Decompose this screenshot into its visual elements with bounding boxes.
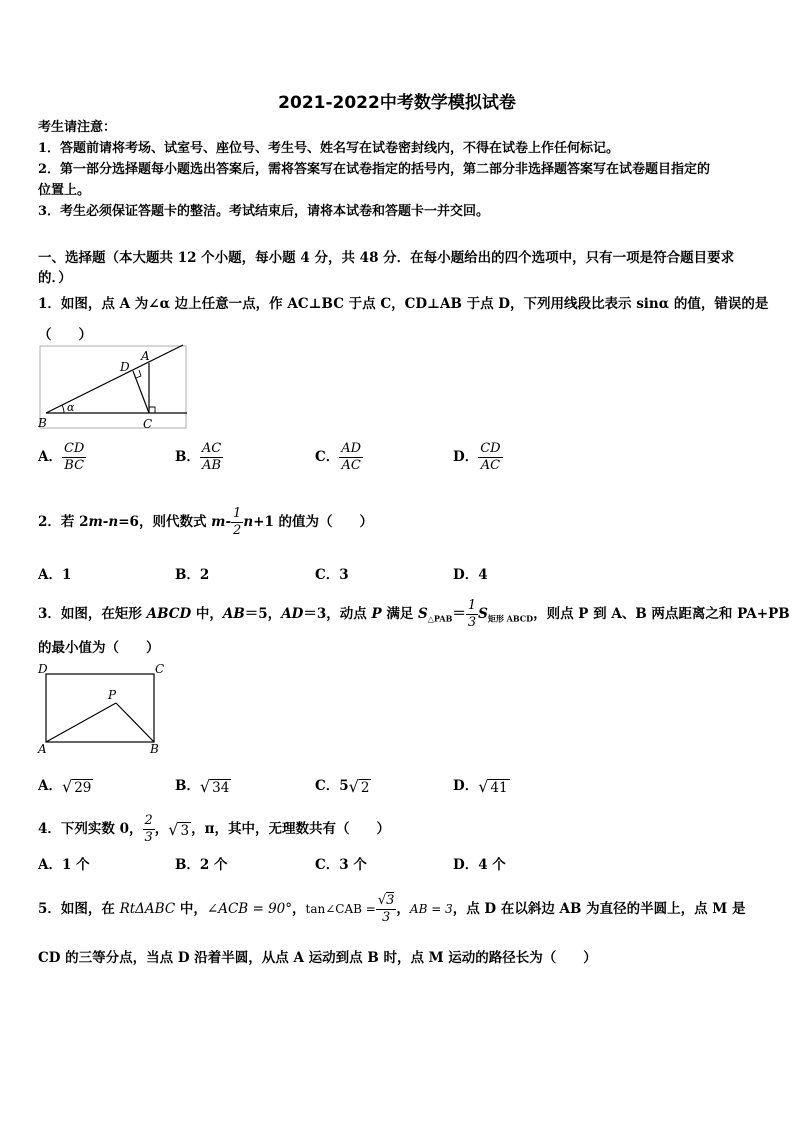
q1-option-c-letter: C．: [315, 449, 340, 465]
q5-post: ，点 D 在以斜边 AB 为直径的半圆上，点 M 是: [452, 901, 746, 917]
notice-item-3: 3．考生必须保证答题卡的整洁。考试结束后，请将本试卷和答题卡一并交回。: [38, 204, 490, 219]
q2-frac-den: 2: [233, 523, 242, 538]
q3-pre: 3．如图，在矩形: [38, 606, 147, 622]
q2-frac-num: 1: [233, 506, 242, 521]
q3-eq: ＝: [452, 606, 466, 622]
q3-option-d-sqrt: √ 41: [478, 777, 508, 796]
q1-stem: 1．如图，点 A 为∠α 边上任意一点，作 AC⊥BC 于点 C，CD⊥AB 于点 D，下列用线段比表示 sinα 的值，错误的是: [38, 296, 769, 312]
q3-fraction: [466, 598, 478, 631]
q1-label-c: C: [143, 417, 153, 431]
q2-mid: =6，则代数式: [118, 514, 212, 530]
q1-option-b-den: AB: [202, 458, 222, 473]
q1-option-a-fraction: [62, 441, 86, 474]
q3-option-d-radicand: 41: [490, 780, 508, 796]
q3-frac-num: 1: [467, 598, 477, 613]
q3-option-c-sqrt: √ 2: [348, 777, 370, 796]
q3-option-c-coef: 5: [339, 778, 349, 794]
q3-option-c[interactable]: [315, 774, 371, 796]
q3-post: ，则点 P 到 A、B 两点距离之和 PA+PB: [533, 606, 790, 622]
q1-option-d-den: AC: [480, 458, 501, 473]
q4-frac-num: 2: [144, 813, 153, 828]
q3-option-a-radicand: 29: [74, 780, 92, 796]
q2-minus1: -: [102, 514, 109, 530]
q1-figure: [36, 342, 190, 432]
q3-label-b: B: [150, 742, 159, 755]
q1-right-angle-c: [149, 407, 155, 413]
q1-figure-frame: [40, 346, 186, 428]
q4-option-d[interactable]: D．4 个: [453, 857, 506, 873]
q2-option-d[interactable]: D．4: [453, 567, 488, 583]
q3-option-c-radicand: 2: [360, 780, 370, 796]
q3-s2: S: [478, 606, 488, 622]
q1-line-cd: [133, 371, 149, 413]
page-title: 2021-2022中考数学模拟试卷: [278, 93, 516, 113]
q1-label-a: A: [141, 349, 150, 363]
q1-option-a-letter: A．: [38, 449, 62, 465]
q2-option-a[interactable]: A．1: [38, 567, 72, 583]
q5-frac-num: 3: [386, 893, 395, 908]
q3-option-c-letter: C．: [315, 778, 340, 794]
q1-option-d-num: CD: [480, 441, 501, 456]
q5-sep2: ，: [396, 901, 410, 917]
q3-option-b-letter: B．: [175, 778, 200, 794]
q3-s1: S: [418, 606, 428, 622]
q3-label-c: C: [155, 662, 165, 676]
q3-line-pb: [116, 703, 154, 742]
q3-option-a-letter: A．: [38, 778, 62, 794]
q3-figure: [36, 660, 166, 755]
notice-item-2-cont: 位置上。: [38, 183, 91, 198]
q3-stem-cont: 的最小值为（ ）: [38, 640, 160, 656]
notice-item-1: 1．答题前请将考场、试室号、座位号、考生号、姓名写在试卷密封线内，不得在试卷上作任何标记。: [38, 141, 620, 156]
q4-sqrt: √ 3: [168, 820, 190, 839]
q4-fraction: [143, 813, 155, 846]
q4-option-a[interactable]: A．1 个: [38, 857, 90, 873]
q1-option-a-num: CD: [63, 441, 85, 456]
q4-frac-den: 3: [144, 830, 153, 845]
q3-option-b-sqrt: √ 34: [199, 777, 230, 796]
q4-option-c[interactable]: C．3 个: [315, 857, 367, 873]
q1-option-b-fraction: [200, 441, 223, 474]
q4-post: ，π，其中，无理数共有（ ）: [191, 821, 390, 837]
q4-sep: ，: [154, 821, 169, 837]
q3-s1-sub: △PAB: [427, 613, 453, 624]
q5-tan: tan∠CAB =: [305, 902, 376, 916]
section-header-cont: 的．）: [38, 270, 72, 286]
q4-pre: 4．下列实数 0，: [38, 821, 143, 837]
q3-option-a[interactable]: [38, 774, 93, 796]
q2-stem: [38, 506, 373, 539]
q2-option-c[interactable]: C．3: [315, 567, 349, 583]
q5-rt-triangle: RtΔABC: [119, 901, 176, 917]
q5-stem: [38, 893, 745, 926]
notice-item-2: 2．第一部分选择题每小题选出答案后，需将答案写在试卷指定的括号内，第二部分非选择题答案写在试卷题目指定的: [38, 162, 711, 177]
q3-mid1: 中，: [191, 606, 223, 622]
q3-abcd: ABCD: [146, 606, 192, 622]
q2-pre: 2．若 2: [38, 514, 89, 530]
q2-minus2: -: [225, 514, 232, 530]
q3-p: P: [371, 606, 382, 622]
q1-option-d[interactable]: [453, 441, 503, 474]
q1-option-a[interactable]: [38, 441, 86, 474]
q5-fraction: [376, 893, 397, 926]
q5-stem-cont: CD 的三等分点，当点 D 沿着半圆，从点 A 运动到点 B 时，点 M 运动的路径长为（ ）: [38, 950, 597, 966]
q3-option-a-sqrt: √ 29: [61, 777, 92, 796]
q1-label-alpha: α: [67, 401, 75, 414]
q4-stem: [38, 813, 390, 846]
q3-option-b-radicand: 34: [212, 780, 230, 796]
q3-mid3: ＝3，动点: [303, 606, 372, 622]
q5-frac-den: 3: [381, 910, 391, 925]
q5-angle: ∠ACB = 90°: [206, 901, 293, 917]
q1-option-c-den: AC: [341, 458, 361, 473]
q1-option-d-letter: D．: [453, 449, 479, 465]
q3-ab: AB: [222, 606, 245, 622]
q3-ad: AD: [281, 606, 304, 622]
q3-option-d-letter: D．: [453, 778, 479, 794]
q1-label-b: B: [38, 416, 47, 430]
q4-radicand: 3: [180, 823, 190, 839]
q2-var-n2: n: [243, 514, 254, 530]
q5-frac-num-sqrt: √3: [377, 893, 395, 908]
q2-var-m1: m: [88, 514, 103, 530]
q2-var-n1: n: [108, 514, 119, 530]
q3-option-b[interactable]: [175, 774, 231, 796]
q3-stem: [38, 598, 790, 631]
q1-option-b-letter: B．: [175, 449, 200, 465]
q1-right-angle-d: [136, 370, 141, 378]
q3-label-d: D: [38, 662, 48, 676]
q1-answer-paren: （ ）: [38, 327, 92, 343]
q2-option-b[interactable]: B．2: [175, 567, 210, 583]
q1-option-b[interactable]: [175, 441, 223, 474]
q1-angle-arc: [62, 405, 64, 413]
q1-option-d-fraction: [478, 441, 502, 474]
q3-mid4: 满足: [381, 606, 419, 622]
q1-option-a-den: BC: [64, 458, 85, 473]
q1-option-c-num: AD: [341, 441, 362, 456]
q3-frac-den: 3: [467, 615, 477, 630]
q3-s2-sub: 矩形 ABCD: [487, 613, 534, 624]
q2-var-m2: m: [211, 514, 226, 530]
q3-label-p: P: [108, 688, 117, 702]
q1-label-d: D: [120, 360, 130, 374]
q4-option-b[interactable]: B．2 个: [175, 857, 228, 873]
q3-line-pa: [46, 703, 116, 742]
q5-pre: 5．如图，在: [38, 901, 120, 917]
q3-option-d[interactable]: [453, 774, 510, 796]
q1-option-b-num: AC: [201, 441, 222, 456]
q3-mid2: ＝5，: [244, 606, 282, 622]
notice-heading: 考生请注意：: [38, 120, 117, 135]
q5-mid1: 中，: [175, 901, 207, 917]
section-header: 一、选择题（本大题共 12 个小题，每小题 4 分，共 48 分．在每小题给出的四个选项中，只有一项是符合题目要求: [38, 250, 735, 266]
q3-label-a: A: [38, 742, 47, 755]
q1-option-c-fraction: [339, 441, 363, 474]
q2-post: +1 的值为（ ）: [253, 514, 374, 530]
q5-ab: AB = 3: [409, 902, 453, 916]
q3-rectangle: [46, 674, 154, 742]
q2-fraction: [231, 506, 243, 539]
q1-option-c[interactable]: [315, 441, 363, 474]
q5-sep: ，: [292, 901, 306, 917]
